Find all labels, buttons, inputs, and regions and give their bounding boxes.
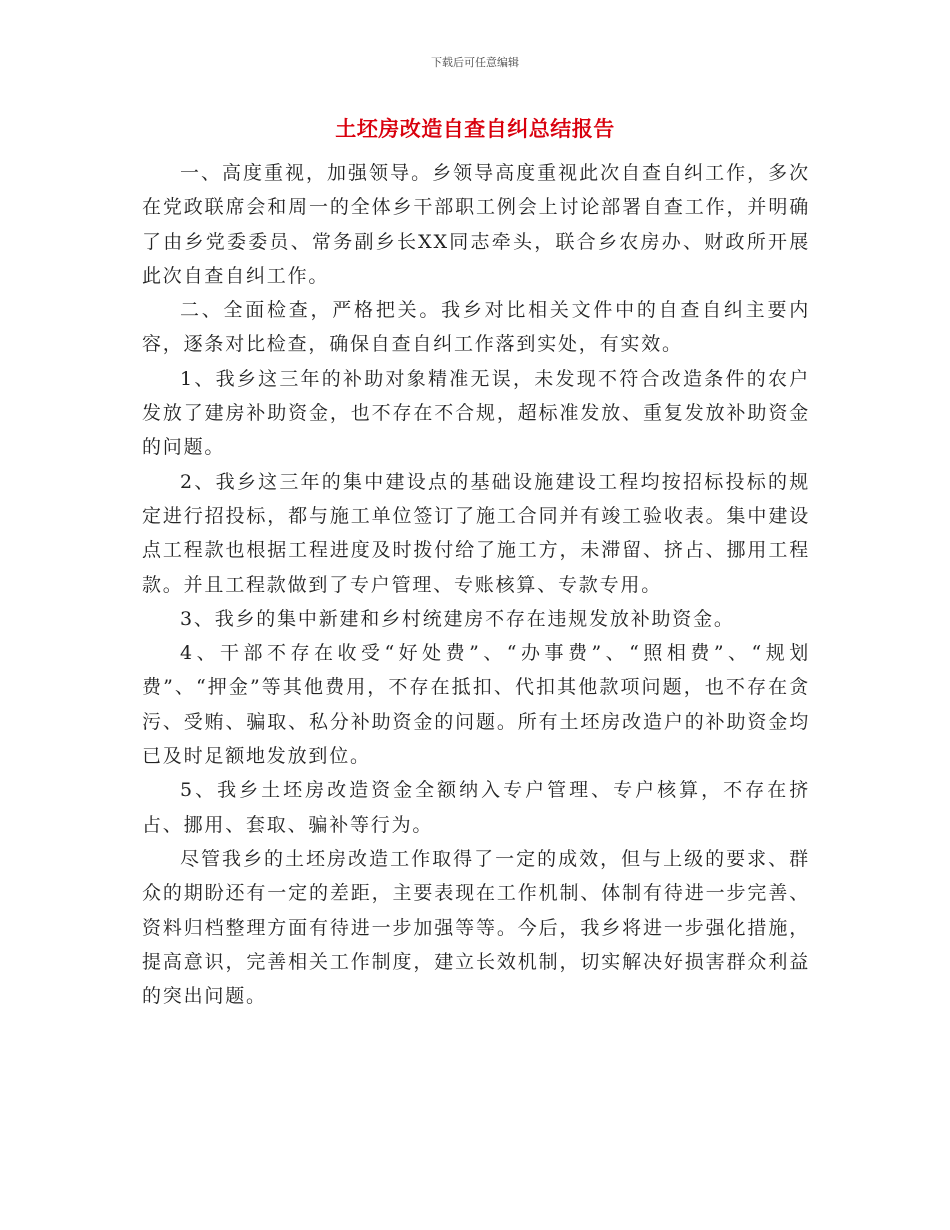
document-title: 土坯房改造自查自纠总结报告 bbox=[335, 117, 615, 141]
paragraph-1: 一、高度重视，加强领导。乡领导高度重视此次自查自纠工作，多次在党政联席会和周一的全体乡干部职工例会上讨论部署自查工作，并明确了由乡党委委员、常务副乡长XX同志牵头，联合乡农房办、财政所开展此次自查自纠工作。 bbox=[142, 162, 810, 287]
header-note: 下载后可任意编辑 bbox=[431, 56, 519, 69]
paragraph-4: 2、我乡这三年的集中建设点的基础设施建设工程均按招标投标的规定进行招投标，都与施工单位签订了施工合同并有竣工验收表。集中建设点工程款也根据工程进度及时拨付给了施工方，未滞留、挤占、挪用工程款。并且工程款做到了专户管理、专账核算、专款专用。 bbox=[142, 470, 810, 596]
document-body bbox=[142, 156, 810, 1013]
paragraph-2: 二、全面检查，严格把关。我乡对比相关文件中的自查自纠主要内容，逐条对比检查，确保自查自纠工作落到实处，有实效。 bbox=[142, 299, 810, 356]
paragraph-7: 5、我乡土坯房改造资金全额纳入专户管理、专户核算，不存在挤占、挪用、套取、骗补等行为。 bbox=[142, 779, 810, 836]
paragraph-8: 尽管我乡的土坯房改造工作取得了一定的成效，但与上级的要求、群众的期盼还有一定的差距，主要表现在工作机制、体制有待进一步完善、资料归档整理方面有待进一步加强等等。今后，我乡将进一步强化措施，提高意识，完善相关工作制度，建立长效机制，切实解决好损害群众利益的突出问题。 bbox=[142, 847, 810, 1008]
paragraph-6: 4、干部不存在收受“好处费”、“办事费”、“照相费”、“规划费”、“押金”等其他费用，不存在抵扣、代扣其他款项问题，也不存在贪污、受贿、骗取、私分补助资金的问题。所有土坯房改造户的补助资金均已及时足额地发放到位。 bbox=[142, 642, 810, 768]
paragraph-3: 1、我乡这三年的补助对象精准无误，未发现不符合改造条件的农户发放了建房补助资金，也不存在不合规，超标准发放、重复发放补助资金的问题。 bbox=[142, 367, 810, 459]
paragraph-5: 3、我乡的集中新建和乡村统建房不存在违规发放补助资金。 bbox=[180, 607, 735, 630]
